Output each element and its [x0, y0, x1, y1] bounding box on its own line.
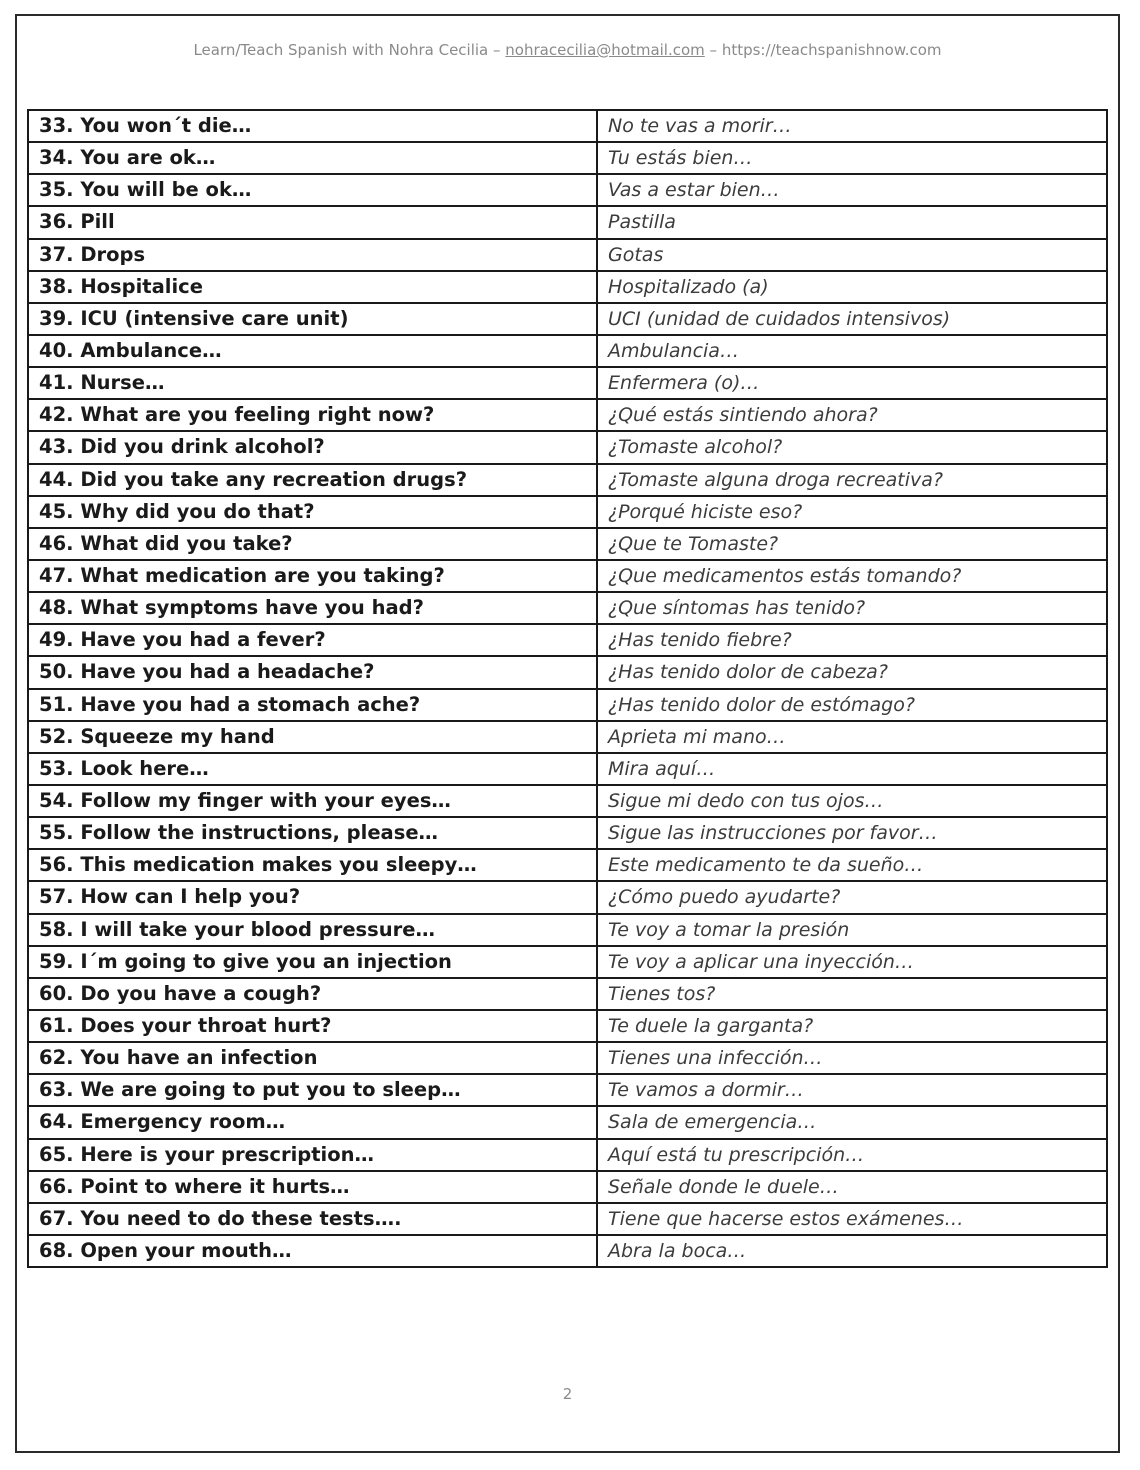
header-email-link[interactable]: nohracecilia@hotmail.com: [505, 41, 705, 59]
spanish-phrase: ¿Tomaste alguna droga recreativa?: [597, 464, 1107, 496]
table-row: [28, 592, 1107, 624]
english-phrase: 42. What are you feeling right now?: [28, 399, 597, 431]
english-phrase: 35. You will be ok…: [28, 174, 597, 206]
table-row: [28, 1235, 1107, 1267]
spanish-phrase: Señale donde le duele…: [597, 1171, 1107, 1203]
table-row: [28, 1010, 1107, 1042]
english-phrase: 65. Here is your prescription…: [28, 1139, 597, 1171]
spanish-phrase: ¿Has tenido fiebre?: [597, 624, 1107, 656]
spanish-phrase: Sala de emergencia…: [597, 1106, 1107, 1138]
english-phrase: 40. Ambulance…: [28, 335, 597, 367]
table-row: [28, 496, 1107, 528]
spanish-phrase: Aquí está tu prescripción…: [597, 1139, 1107, 1171]
page-number: 2: [562, 1385, 573, 1403]
spanish-phrase: Pastilla: [597, 206, 1107, 238]
english-phrase: 62. You have an infection: [28, 1042, 597, 1074]
spanish-phrase: Mira aquí…: [597, 753, 1107, 785]
spanish-phrase: Tienes tos?: [597, 978, 1107, 1010]
table-row: [28, 239, 1107, 271]
table-row: [28, 1042, 1107, 1074]
spanish-phrase: Tiene que hacerse estos exámenes…: [597, 1203, 1107, 1235]
english-phrase: 39. ICU (intensive care unit): [28, 303, 597, 335]
table-row: [28, 1171, 1107, 1203]
english-phrase: 67. You need to do these tests….: [28, 1203, 597, 1235]
spanish-phrase: Hospitalizado (a): [597, 271, 1107, 303]
spanish-phrase: Este medicamento te da sueño…: [597, 849, 1107, 881]
table-row: [28, 1106, 1107, 1138]
table-row: [28, 110, 1107, 142]
spanish-phrase: ¿Que medicamentos estás tomando?: [597, 560, 1107, 592]
spanish-phrase: Abra la boca…: [597, 1235, 1107, 1267]
spanish-phrase: Enfermera (o)…: [597, 367, 1107, 399]
table-row: [28, 656, 1107, 688]
english-phrase: 38. Hospitalice: [28, 271, 597, 303]
spanish-phrase: Gotas: [597, 239, 1107, 271]
english-phrase: 46. What did you take?: [28, 528, 597, 560]
table-row: [28, 367, 1107, 399]
spanish-phrase: Tienes una infección…: [597, 1042, 1107, 1074]
table-row: [28, 817, 1107, 849]
table-row: [28, 431, 1107, 463]
spanish-phrase: ¿Que síntomas has tenido?: [597, 592, 1107, 624]
english-phrase: 61. Does your throat hurt?: [28, 1010, 597, 1042]
english-phrase: 64. Emergency room…: [28, 1106, 597, 1138]
english-phrase: 48. What symptoms have you had?: [28, 592, 597, 624]
table-row: [28, 946, 1107, 978]
english-phrase: 52. Squeeze my hand: [28, 721, 597, 753]
english-phrase: 34. You are ok…: [28, 142, 597, 174]
spanish-phrase: Aprieta mi mano…: [597, 721, 1107, 753]
english-phrase: 47. What medication are you taking?: [28, 560, 597, 592]
english-phrase: 36. Pill: [28, 206, 597, 238]
english-phrase: 55. Follow the instructions, please…: [28, 817, 597, 849]
spanish-phrase: ¿Qué estás sintiendo ahora?: [597, 399, 1107, 431]
spanish-phrase: Ambulancia…: [597, 335, 1107, 367]
table-row: [28, 174, 1107, 206]
english-phrase: 49. Have you had a fever?: [28, 624, 597, 656]
english-phrase: 45. Why did you do that?: [28, 496, 597, 528]
spanish-phrase: UCI (unidad de cuidados intensivos): [597, 303, 1107, 335]
english-phrase: 43. Did you drink alcohol?: [28, 431, 597, 463]
english-phrase: 33. You won´t die…: [28, 110, 597, 142]
table-row: [28, 785, 1107, 817]
spanish-phrase: Tu estás bien…: [597, 142, 1107, 174]
spanish-phrase: ¿Has tenido dolor de cabeza?: [597, 656, 1107, 688]
spanish-phrase: ¿Has tenido dolor de estómago?: [597, 689, 1107, 721]
header-prefix: Learn/Teach Spanish with Nohra Cecilia –: [193, 41, 506, 59]
english-phrase: 66. Point to where it hurts…: [28, 1171, 597, 1203]
english-phrase: 59. I´m going to give you an injection: [28, 946, 597, 978]
table-row: [28, 335, 1107, 367]
table-row: [28, 1074, 1107, 1106]
spanish-phrase: Sigue mi dedo con tus ojos…: [597, 785, 1107, 817]
english-phrase: 44. Did you take any recreation drugs?: [28, 464, 597, 496]
english-phrase: 63. We are going to put you to sleep…: [28, 1074, 597, 1106]
spanish-phrase: Vas a estar bien…: [597, 174, 1107, 206]
table-row: [28, 881, 1107, 913]
english-phrase: 54. Follow my finger with your eyes…: [28, 785, 597, 817]
table-row: [28, 978, 1107, 1010]
page-header: [17, 41, 1118, 59]
spanish-phrase: Sigue las instrucciones por favor…: [597, 817, 1107, 849]
table-row: [28, 560, 1107, 592]
table-row: [28, 528, 1107, 560]
document-page: [15, 14, 1120, 1453]
english-phrase: 68. Open your mouth…: [28, 1235, 597, 1267]
english-phrase: 56. This medication makes you sleepy…: [28, 849, 597, 881]
english-phrase: 57. How can I help you?: [28, 881, 597, 913]
table-row: [28, 849, 1107, 881]
english-phrase: 41. Nurse…: [28, 367, 597, 399]
spanish-phrase: Te duele la garganta?: [597, 1010, 1107, 1042]
english-phrase: 37. Drops: [28, 239, 597, 271]
table-row: [28, 624, 1107, 656]
spanish-phrase: ¿Cómo puedo ayudarte?: [597, 881, 1107, 913]
table-row: [28, 1139, 1107, 1171]
english-phrase: 58. I will take your blood pressure…: [28, 914, 597, 946]
vocabulary-table-body: [28, 110, 1107, 1267]
table-row: [28, 914, 1107, 946]
table-row: [28, 464, 1107, 496]
table-row: [28, 689, 1107, 721]
header-website: – https://teachspanishnow.com: [704, 41, 942, 59]
table-row: [28, 753, 1107, 785]
spanish-phrase: ¿Que te Tomaste?: [597, 528, 1107, 560]
english-phrase: 53. Look here…: [28, 753, 597, 785]
spanish-phrase: Te vamos a dormir…: [597, 1074, 1107, 1106]
english-phrase: 60. Do you have a cough?: [28, 978, 597, 1010]
spanish-phrase: Te voy a aplicar una inyección…: [597, 946, 1107, 978]
spanish-phrase: Te voy a tomar la presión: [597, 914, 1107, 946]
table-row: [28, 1203, 1107, 1235]
english-phrase: 50. Have you had a headache?: [28, 656, 597, 688]
table-row: [28, 721, 1107, 753]
spanish-phrase: ¿Tomaste alcohol?: [597, 431, 1107, 463]
english-phrase: 51. Have you had a stomach ache?: [28, 689, 597, 721]
spanish-phrase: ¿Porqué hiciste eso?: [597, 496, 1107, 528]
table-row: [28, 142, 1107, 174]
table-row: [28, 206, 1107, 238]
table-row: [28, 271, 1107, 303]
spanish-phrase: No te vas a morir…: [597, 110, 1107, 142]
table-row: [28, 399, 1107, 431]
table-row: [28, 303, 1107, 335]
vocabulary-table: [27, 109, 1108, 1268]
